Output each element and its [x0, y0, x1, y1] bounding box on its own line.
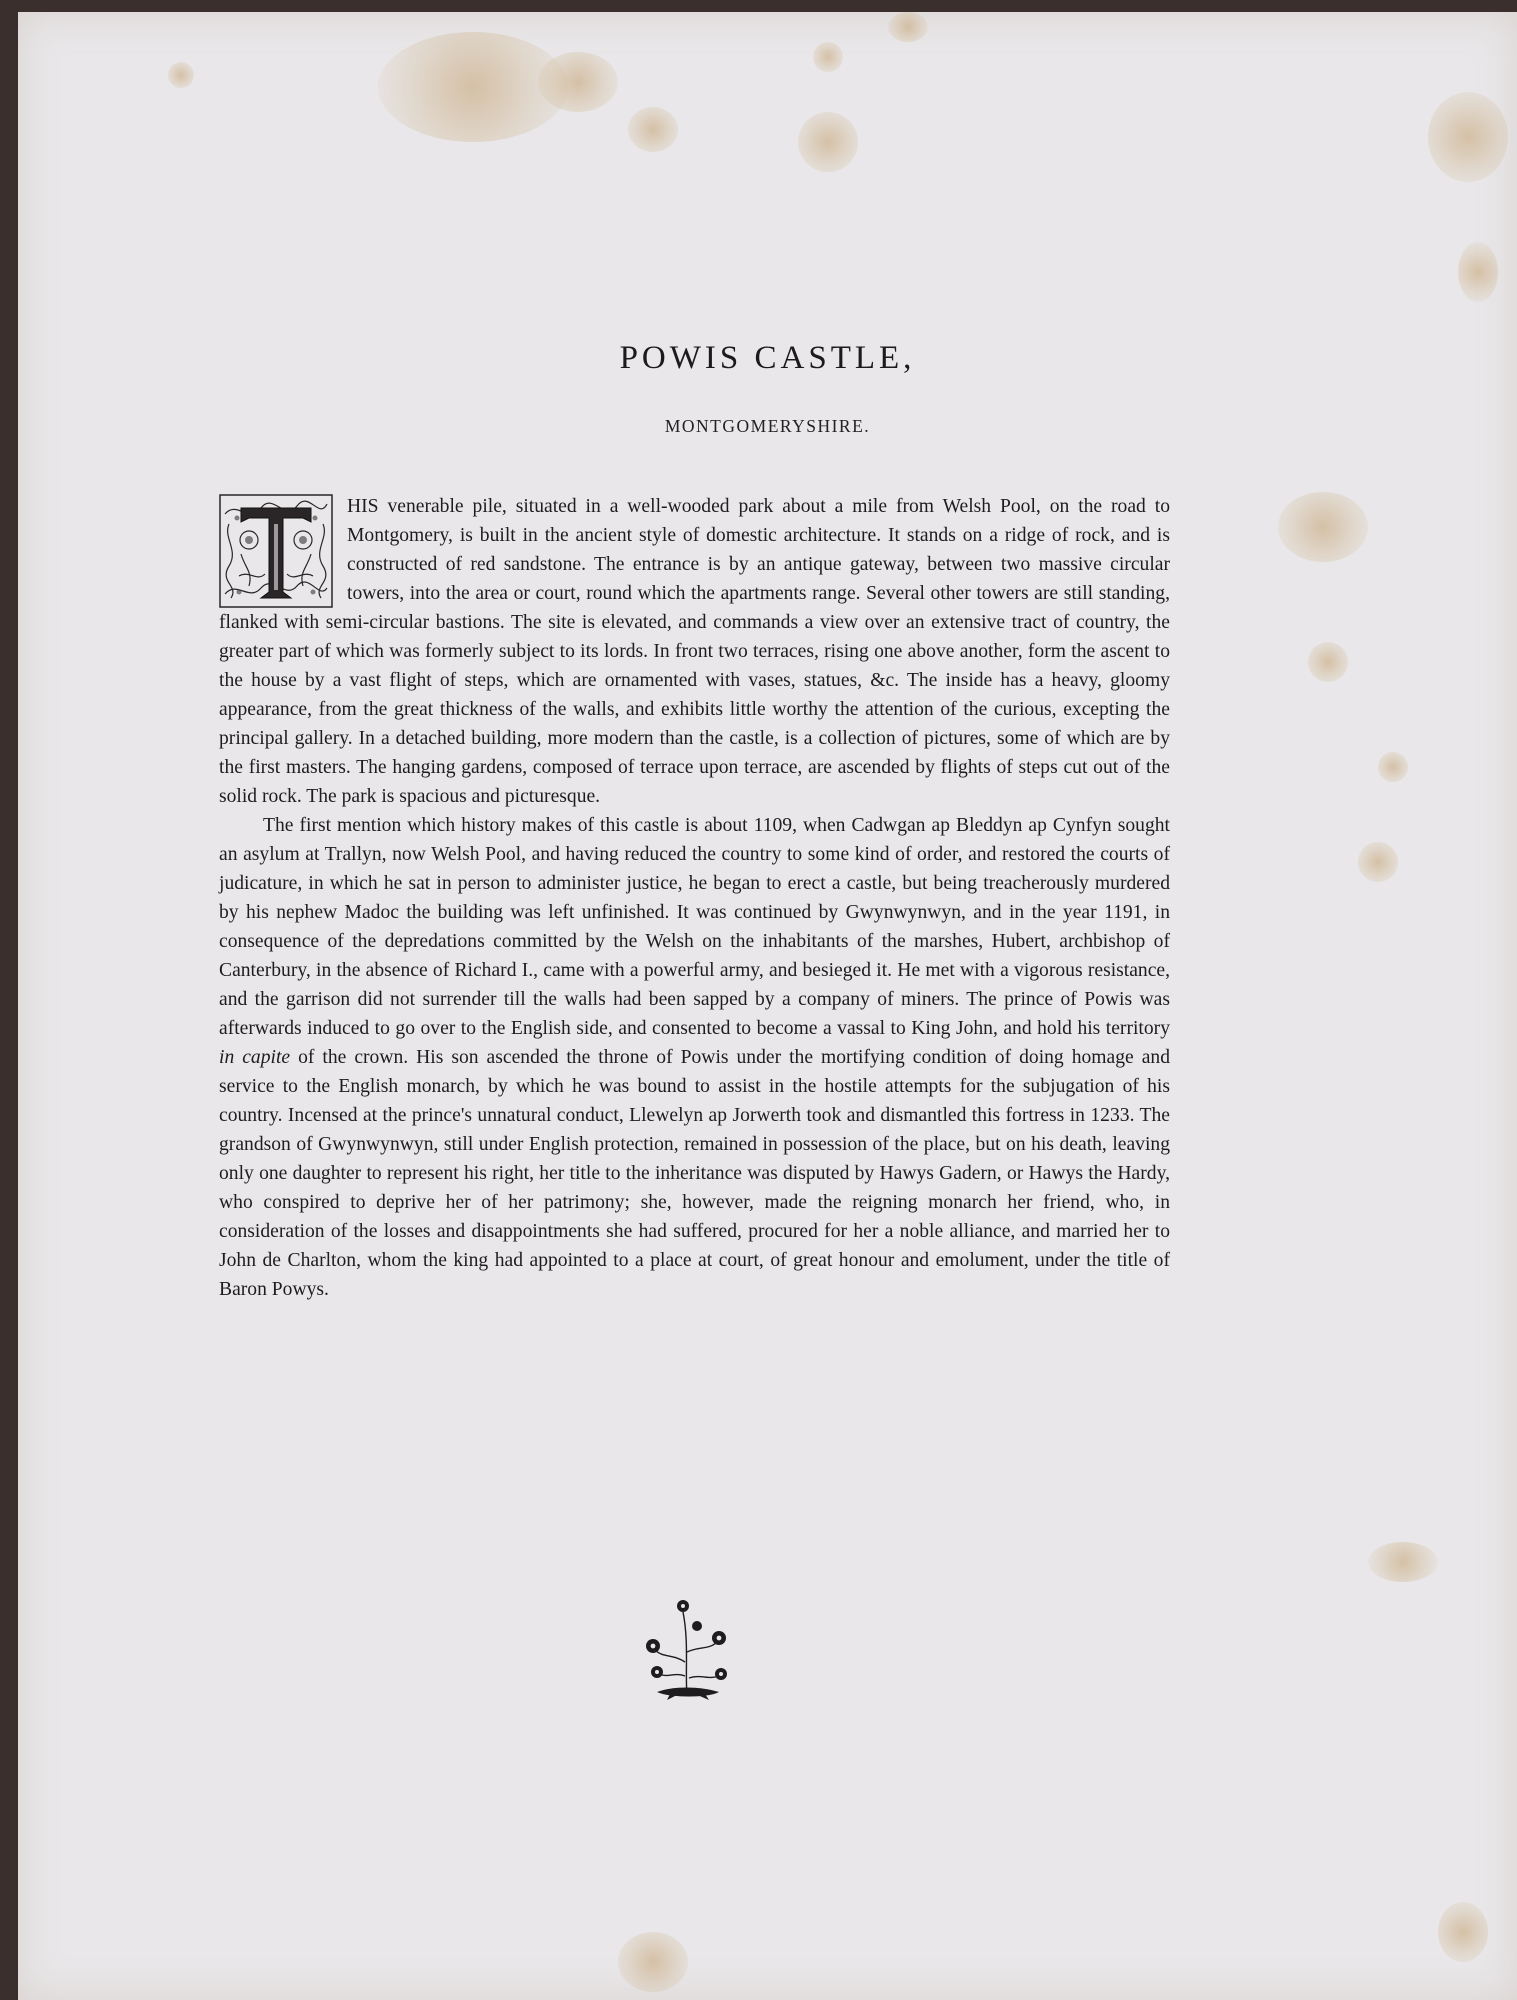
page-subtitle: MONTGOMERYSHIRE. — [664, 416, 871, 436]
foxing-stain — [1458, 242, 1498, 302]
foxing-stain — [813, 42, 843, 72]
paragraph-2-italic: in capite — [219, 1047, 291, 1068]
paragraph-1 — [219, 492, 1170, 811]
article-body — [219, 492, 1170, 1304]
foxing-stain — [538, 52, 618, 112]
foxing-stain — [168, 62, 194, 88]
foxing-stain — [1278, 492, 1368, 562]
page-title: POWIS CASTLE, — [619, 340, 916, 376]
foxing-stain — [1428, 92, 1508, 182]
ornamental-drop-cap-icon — [219, 494, 333, 608]
foxing-stain — [1438, 1902, 1488, 1962]
foxing-stain — [1358, 842, 1398, 882]
floral-tailpiece-icon — [639, 1592, 735, 1704]
foxing-stain — [618, 1932, 688, 1992]
foxing-stain — [798, 112, 858, 172]
foxing-stain — [888, 12, 928, 42]
paragraph-1-lead: HIS — [347, 496, 379, 517]
foxing-stain — [1308, 642, 1348, 682]
paragraph-1-text: venerable pile, situated in a well-wooded park about a mile from Welsh Pool, on the road to Montgomery, is built in the ancient style of domestic architecture. It stands on a ridge of rock, and is constructed of red sandstone. The entrance is by an antique gateway, between two massive circular towers, into the area or court, round which the apartments range. Several other towers are still standing, flanked with semi-circular bastions. The site is elevated, and commands a view over an extensive tract of country, the greater part of which was formerly subject to its lords. In front two terraces, rising one above another, form the ascent to the house by a vast flight of steps, which are ornamented with vases, statues, &c. The inside has a heavy, gloomy appearance, from the great thickness of the walls, and exhibits little worthy the attention of the curious, excepting the principal gallery. In a detached building, more modern than the castle, is a collection of pictures, some of which are by the first masters. The hanging gardens, composed of terrace upon terrace, are ascended by flights of steps cut out of the solid rock. The park is spacious and picturesque. — [219, 496, 1170, 807]
book-page — [18, 12, 1517, 2000]
paragraph-2-text-b: of the crown. His son ascended the throne of Powis under the mortifying condition of doing homage and service to the English monarch, by which he was bound to assist in the hostile attempts for the subjugation of his country. Incensed at the prince's unnatural conduct, Llewelyn ap Jorwerth took and dismantled this fortress in 1233. The grandson of Gwynwynwyn, still under English protection, remained in possession of the place, but on his death, leaving only one daughter to represent his right, her title to the inheritance was disputed by Hawys Gadern, or Hawys the Hardy, who conspired to deprive her of her patrimony; she, however, made the reigning monarch her friend, who, in consideration of the losses and disappointments she had suffered, procured for her a noble alliance, and married her to John de Charlton, whom the king had appointed to a place at court, of great honour and emolument, under the title of Baron Powys. — [219, 1047, 1171, 1300]
foxing-stain — [628, 107, 678, 152]
foxing-stain — [1368, 1542, 1438, 1582]
foxing-stain — [1378, 752, 1408, 782]
paragraph-2 — [219, 811, 1170, 1304]
paragraph-2-text-a: The first mention which history makes of this castle is about 1109, when Cadwgan ap Bleddyn ap Cynfyn sought an asylum at Trallyn, now Welsh Pool, and having reduced the country to some kind of order, and restored the courts of judicature, in which he sat in person to administer justice, he began to erect a castle, but being treacherously murdered by his nephew Madoc the building was left unfinished. It was continued by Gwynwynwyn, and in the year 1191, in consequence of the depredations committed by the Welsh on the inhabitants of the marshes, Hubert, archbishop of Canterbury, in the absence of Richard I., came with a powerful army, and besieged it. He met with a vigorous resistance, and the garrison did not surrender till the walls had been sapped by a company of miners. The prince of Powis was afterwards induced to go over to the English side, and consented to become a vassal to King John, and hold his territory — [219, 815, 1170, 1039]
